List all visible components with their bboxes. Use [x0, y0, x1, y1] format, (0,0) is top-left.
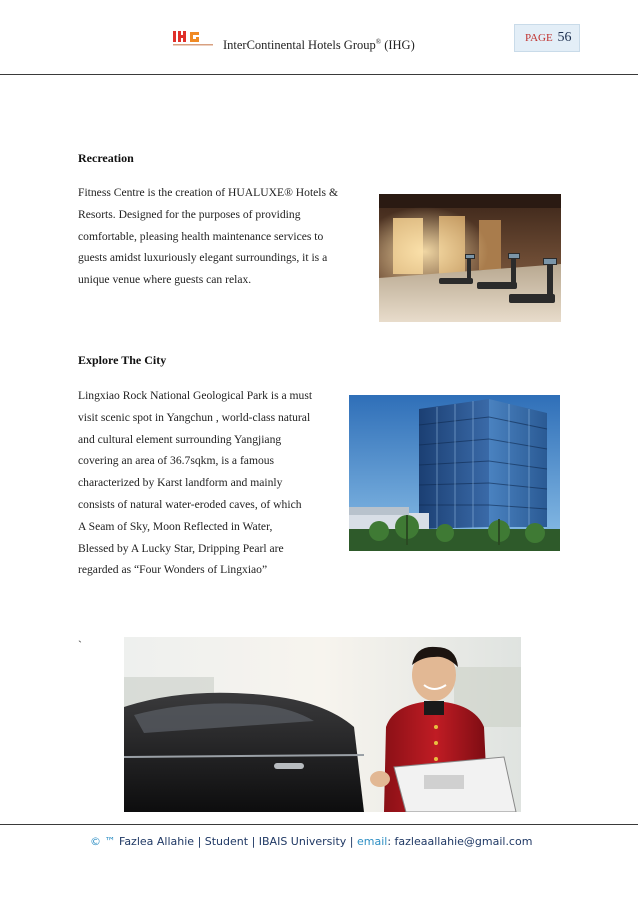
page-number: 56: [557, 30, 572, 45]
footer-email-separator: :: [387, 835, 395, 848]
header-divider: [0, 74, 638, 75]
paragraph-line: consists of natural water-eroded caves, of which: [78, 497, 302, 511]
page-footer: [90, 835, 532, 848]
header-title: InterContinental Hotels Group® (IHG): [223, 38, 415, 53]
recreation-heading: Recreation: [78, 151, 134, 165]
paragraph-line: Blessed by A Lucky Star, Dripping Pearl are: [78, 541, 284, 555]
explore-city-paragraph: [78, 385, 337, 581]
paragraph-line: regarded as “Four Wonders of Lingxiao”: [78, 563, 268, 577]
paragraph-line: visit scenic spot in Yangchun , world-class natural: [78, 410, 311, 424]
paragraph-line: comfortable, pleasing health maintenance services to: [78, 229, 324, 243]
footer-email-link[interactable]: fazleaallahie@gmail.com: [394, 835, 533, 848]
copyright-trademark-symbols: © ™: [90, 835, 119, 848]
hotel-building-photo: [349, 395, 560, 551]
paragraph-line: unique venue where guests can relax.: [78, 273, 252, 287]
page-label: PAGE: [525, 32, 553, 44]
recreation-paragraph: [78, 182, 368, 291]
page-header: [0, 0, 638, 76]
paragraph-line: covering an area of 36.7sqkm, is a famous: [78, 454, 275, 468]
ihg-logo: [173, 30, 217, 48]
paragraph-line: guests amidst luxuriously elegant surroundings, it is a: [78, 251, 328, 265]
stray-mark: `: [78, 638, 82, 652]
footer-email-label: email: [357, 835, 388, 848]
paragraph-line: Lingxiao Rock National Geological Park is a must: [78, 389, 313, 402]
fitness-centre-photo: [379, 194, 561, 322]
paragraph-line: A Seam of Sky, Moon Reflected in Water,: [78, 519, 273, 533]
page-number-box: [514, 24, 580, 52]
footer-author: Fazlea Allahie | Student | IBAIS University |: [119, 835, 357, 848]
paragraph-line: Fitness Centre is the creation of HUALUXE® Hotels &: [78, 186, 338, 199]
paragraph-line: Resorts. Designed for the purposes of providing: [78, 207, 301, 221]
paragraph-line: characterized by Karst landform and mainly: [78, 476, 283, 490]
paragraph-line: and cultural element surrounding Yangjiang: [78, 432, 282, 446]
explore-city-heading: Explore The City: [78, 353, 167, 367]
concierge-car-photo: [124, 637, 521, 812]
footer-divider: [0, 824, 638, 825]
